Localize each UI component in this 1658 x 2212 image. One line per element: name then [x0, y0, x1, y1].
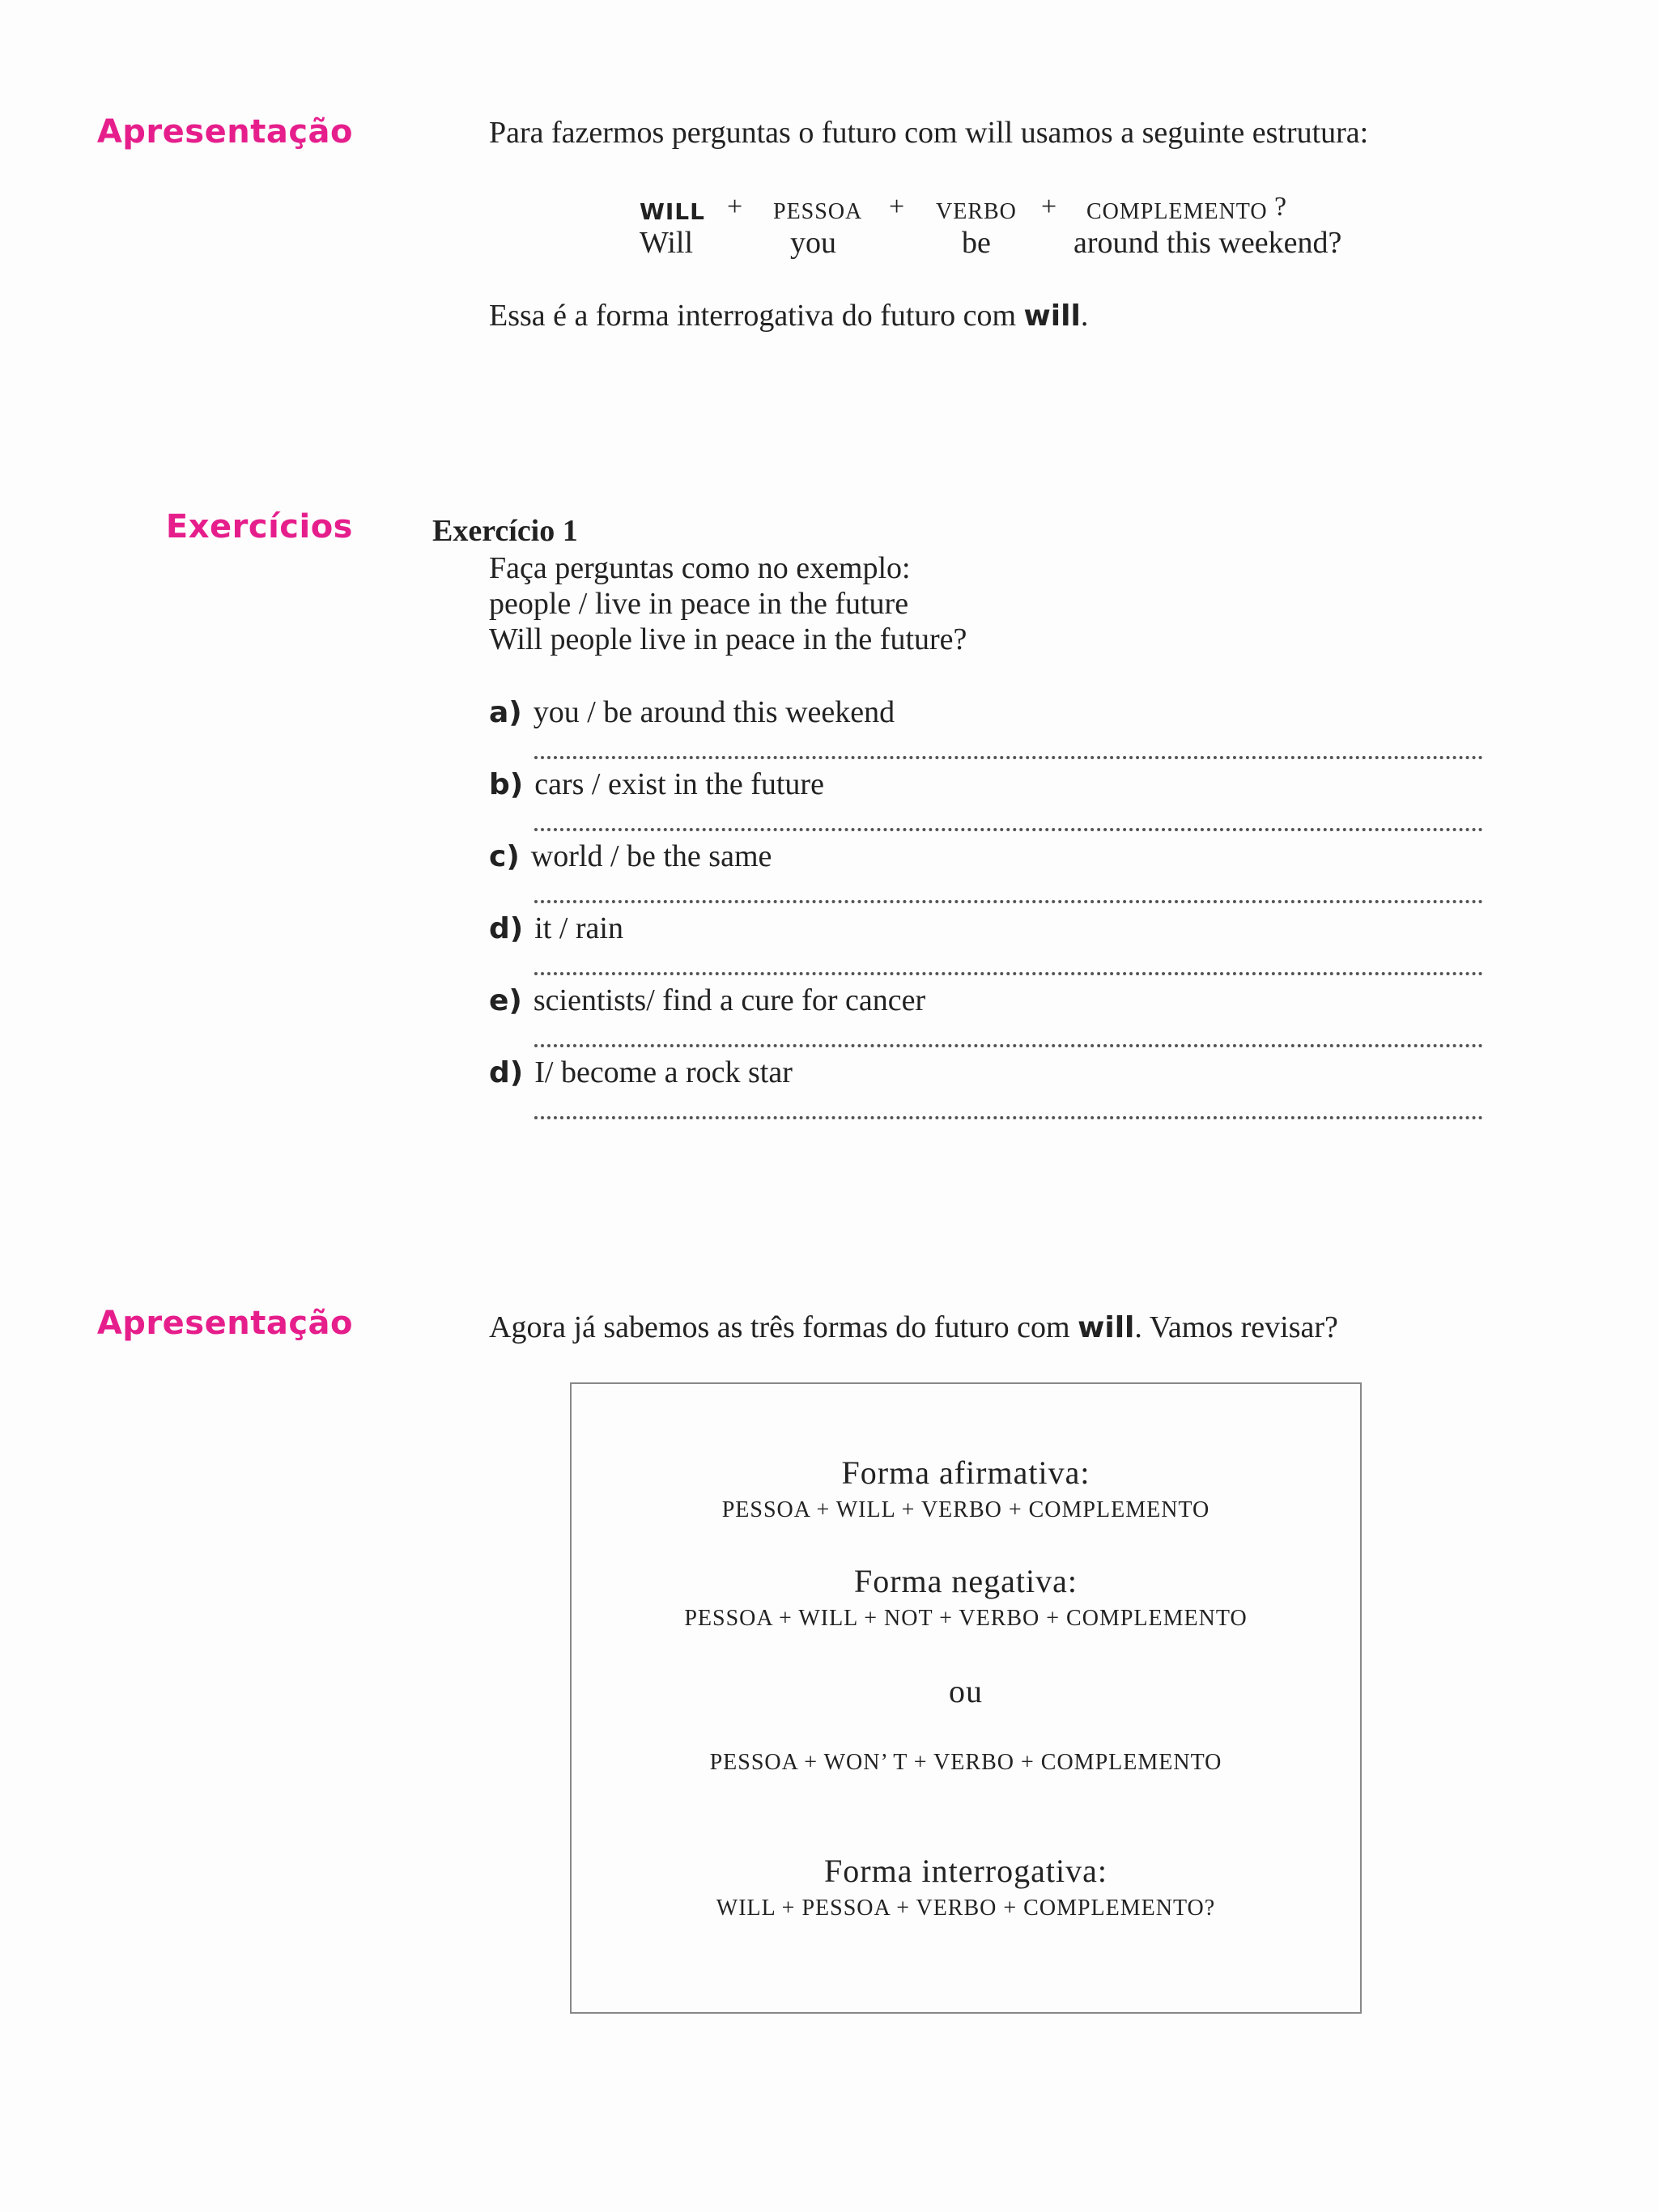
- instruction-example-answer: Will people live in peace in the future?: [489, 622, 967, 656]
- item-text: scientists/ find a cure for cancer: [533, 983, 926, 1017]
- item-text: cars / exist in the future: [534, 767, 824, 801]
- answer-line-c[interactable]: [534, 900, 1483, 903]
- exercise-item-c: [489, 839, 772, 875]
- example-be: be: [962, 226, 991, 260]
- structure-will: WILL: [640, 198, 705, 225]
- structure-plus-3: +: [1041, 192, 1057, 222]
- answer-line-e[interactable]: [534, 1044, 1483, 1047]
- item-letter: d): [489, 1056, 524, 1089]
- exercise-item-b: [489, 766, 824, 803]
- item-text: it / rain: [534, 911, 623, 945]
- example-will: Will: [640, 226, 694, 260]
- negative-formula: PESSOA + WILL + NOT + VERBO + COMPLEMENTO: [684, 1606, 1248, 1631]
- answer-line-b[interactable]: [534, 828, 1483, 831]
- review-intro-bold: will: [1078, 1311, 1135, 1344]
- example-you: you: [790, 226, 836, 260]
- interrogative-formula: WILL + PESSOA + VERBO + COMPLEMENTO?: [716, 1896, 1216, 1921]
- affirmative-formula: PESSOA + WILL + VERBO + COMPLEMENTO: [721, 1497, 1210, 1522]
- item-text: world / be the same: [530, 839, 772, 873]
- closing-bold: will: [1023, 299, 1081, 333]
- section-label-exercicios: Exercícios: [165, 508, 353, 546]
- review-intro-post: . Vamos revisar?: [1134, 1310, 1338, 1344]
- exercise-title: Exercício 1: [432, 514, 578, 548]
- intro-text: Para fazermos perguntas o futuro com will usamos a seguinte estrutura:: [489, 116, 1369, 150]
- instruction-example-prompt: people / live in peace in the future: [489, 587, 909, 621]
- structure-pessoa: PESSOA: [773, 199, 863, 224]
- structure-verbo: VERBO: [936, 199, 1017, 224]
- review-intro: [489, 1310, 1338, 1346]
- item-letter: d): [489, 912, 524, 945]
- item-letter: a): [489, 696, 522, 729]
- item-letter: c): [489, 840, 520, 873]
- section-label-apresentacao-1: Apresentação: [96, 113, 353, 151]
- structure-plus-2: +: [889, 192, 905, 222]
- or-text: ou: [949, 1673, 983, 1709]
- negative-title: Forma negativa:: [853, 1563, 1078, 1599]
- answer-line-a[interactable]: [534, 756, 1483, 759]
- answer-line-d[interactable]: [534, 972, 1483, 975]
- forms-summary-box: [570, 1382, 1362, 2014]
- section-label-apresentacao-2: Apresentação: [96, 1305, 353, 1342]
- exercise-item-a: [489, 694, 895, 731]
- review-intro-pre: Agora já sabemos as três formas do futuro com: [489, 1310, 1078, 1344]
- exercise-item-e: [489, 983, 925, 1019]
- structure-plus-1: +: [727, 192, 743, 222]
- instruction-line-1: Faça perguntas como no exemplo:: [489, 551, 911, 585]
- interrogative-title: Forma interrogativa:: [824, 1853, 1107, 1889]
- structure-complemento: COMPLEMENTO: [1086, 199, 1268, 224]
- affirmative-title: Forma afirmativa:: [841, 1454, 1090, 1491]
- closing-pre: Essa é a forma interrogativa do futuro com: [489, 299, 1024, 333]
- item-letter: b): [489, 768, 524, 801]
- structure-question: ?: [1274, 192, 1287, 222]
- example-complement: around this weekend?: [1073, 226, 1342, 260]
- item-text: I/ become a rock star: [534, 1055, 793, 1089]
- exercise-item-d: [489, 911, 623, 947]
- item-text: you / be around this weekend: [533, 695, 895, 729]
- answer-line-f[interactable]: [534, 1116, 1483, 1119]
- negative-formula-alt: PESSOA + WON’ T + VERBO + COMPLEMENTO: [709, 1750, 1222, 1775]
- closing-post: .: [1080, 299, 1089, 333]
- exercise-item-f: [489, 1055, 793, 1091]
- item-letter: e): [489, 984, 522, 1017]
- closing-text: [489, 298, 1088, 334]
